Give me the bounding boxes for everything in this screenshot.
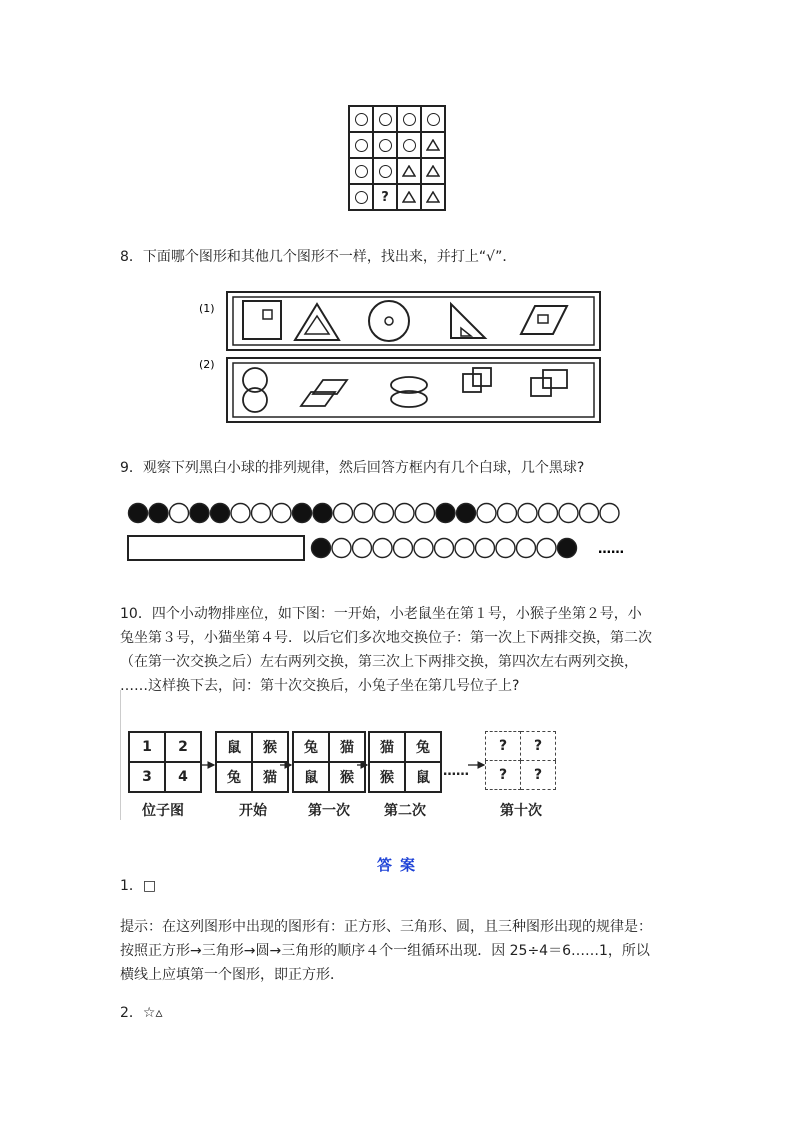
white-ball [496, 539, 515, 558]
circle-cell [349, 132, 373, 158]
white-ball [252, 504, 271, 523]
question-cell: ? [373, 184, 397, 210]
white-ball [354, 504, 373, 523]
white-ball [477, 504, 496, 523]
white-ball [476, 539, 495, 558]
square-with-square-shape [243, 301, 281, 339]
answer-1-hint [120, 915, 680, 987]
seat-caption-3: 第二次 [384, 803, 426, 819]
white-ball [170, 504, 189, 523]
white-ball [353, 539, 372, 558]
black-ball [558, 539, 577, 558]
answers-title: 答案 [376, 856, 423, 874]
answer-2: 2．☆▵ [120, 1005, 163, 1021]
two-squares-shape [463, 374, 481, 392]
black-ball [312, 539, 331, 558]
black-ball [129, 504, 148, 523]
black-ball [457, 504, 476, 523]
seat-box-4: ? ? ? ? [485, 731, 556, 790]
parallelogram-with-square-shape [521, 306, 567, 334]
white-ball [332, 539, 351, 558]
white-ball [455, 539, 474, 558]
white-ball [414, 539, 433, 558]
black-ball [436, 504, 455, 523]
white-ball [416, 504, 435, 523]
symbol-grid [348, 105, 446, 211]
answer-1: 1．□ [120, 878, 157, 894]
q8-row1-frame [227, 292, 600, 350]
white-ball [375, 504, 394, 523]
seat-box-1: 鼠 猴 兔 猫 [215, 731, 289, 793]
answer-box [128, 536, 304, 560]
question-10 [120, 602, 680, 698]
question-10-line-3: （在第一次交换之后）左右两列交换，第三次上下两排交换，第四次左右两列交换， [120, 654, 638, 670]
q8-row2-frame [227, 358, 600, 422]
white-ball [517, 539, 536, 558]
white-ball [580, 504, 599, 523]
q8-row2-label: (2) [199, 358, 215, 371]
black-ball [149, 504, 168, 523]
seat-caption-2: 第一次 [308, 803, 350, 819]
circle-cell [349, 184, 373, 210]
white-ball [272, 504, 291, 523]
white-ball [518, 504, 537, 523]
white-ball [394, 539, 413, 558]
white-ball [334, 504, 353, 523]
seat-caption-4: 第十次 [500, 803, 542, 819]
white-ball [600, 504, 619, 523]
question-8: 8．下面哪个图形和其他几个图形不一样，找出来，并打上“√”． [120, 249, 517, 265]
circle-cell [373, 158, 397, 184]
triangle-cell [421, 132, 445, 158]
q8-figure [195, 288, 615, 428]
triangle-cell [397, 158, 421, 184]
seat-caption-1: 开始 [239, 803, 267, 819]
hint-line-1: 提示：在这列图形中出现的图形有：正方形、三角形、圆，且三种图形出现的规律是： [120, 919, 652, 935]
circle-cell [373, 132, 397, 158]
white-ball [395, 504, 414, 523]
triangle-cell [397, 184, 421, 210]
circle-cell [421, 106, 445, 132]
seat-box-0: 1 2 3 4 [128, 731, 202, 793]
circle-cell [373, 106, 397, 132]
circle-cell [349, 106, 373, 132]
question-9: 9．观察下列黑白小球的排列规律，然后回答方框内有几个白球，几个黑球? [120, 460, 585, 476]
white-ball [435, 539, 454, 558]
white-ball [539, 504, 558, 523]
hint-line-3: 横线上应填第一个图形，即正方形． [120, 967, 344, 983]
triangle-cell [421, 158, 445, 184]
two-squares-shape-2 [531, 378, 551, 396]
white-ball [231, 504, 250, 523]
black-ball [190, 504, 209, 523]
circle-cell [397, 132, 421, 158]
seat-box-2: 兔 猫 鼠 猴 [292, 731, 366, 793]
ball-dots: …… [598, 542, 624, 557]
seat-ellipsis: …… [443, 764, 469, 779]
white-ball [537, 539, 556, 558]
black-ball [313, 504, 332, 523]
q9-balls-figure [122, 496, 662, 568]
white-ball [559, 504, 578, 523]
question-10-line-1: 10．四个小动物排座位，如下图：一开始，小老鼠坐在第１号，小猴子坐第２号，小 [120, 606, 642, 622]
white-ball [373, 539, 392, 558]
triangle-cell [421, 184, 445, 210]
black-ball [293, 504, 312, 523]
black-ball [211, 504, 230, 523]
circle-cell [349, 158, 373, 184]
seat-box-3: 猫 兔 猴 鼠 [368, 731, 442, 793]
circle-cell [397, 106, 421, 132]
circle-with-circle-shape [369, 301, 409, 341]
question-10-line-4: ……这样换下去，问：第十次交换后，小兔子坐在第几号位子上? [120, 678, 520, 694]
q8-row1-label: (1) [199, 302, 215, 315]
hint-line-2: 按照正方形→三角形→圆→三角形的顺序４个一组循环出现．因 25÷4＝6……1，所以 [120, 943, 650, 959]
seat-caption-0: 位子图 [142, 803, 184, 819]
question-10-line-2: 兔坐第３号，小猫坐第４号．以后它们多次地交换位子：第一次上下两排交换，第二次 [120, 630, 652, 646]
white-ball [498, 504, 517, 523]
